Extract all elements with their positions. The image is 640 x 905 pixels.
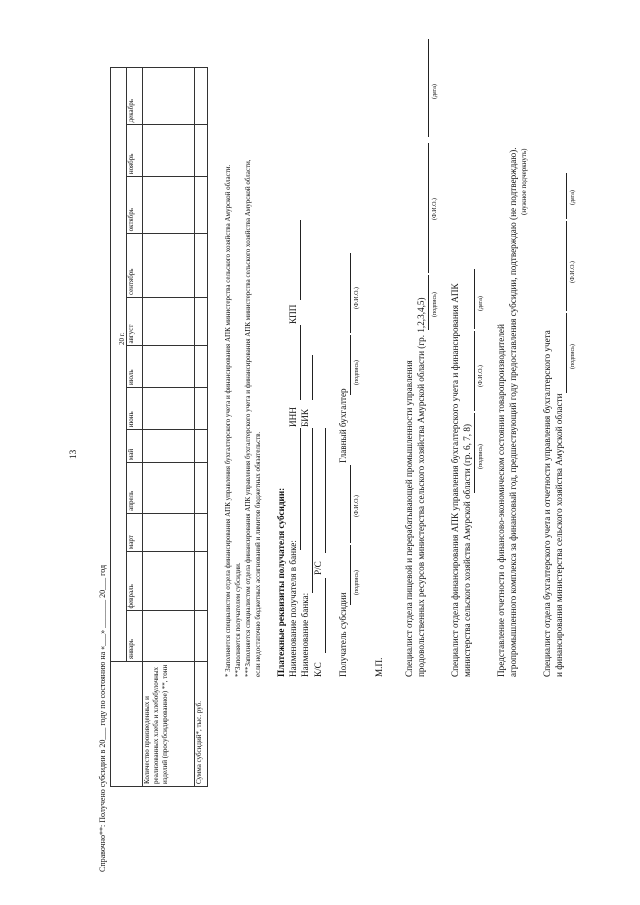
table-corner [111, 662, 143, 787]
specialist-2-date-line [474, 269, 475, 329]
month-nov: ноябрь [127, 125, 143, 177]
specialist-1-line-1: Специалист отдела пищевой и перерабатывающей промышленности управления [404, 360, 414, 677]
ks-line [325, 578, 326, 653]
recipient-fio-caption: (Ф.И.О.) [354, 495, 360, 517]
specialist-1-line-2: продовольственных ресурсов министерства сельского хозяйства Амурской области (гр. 1,2,3,4,5) [416, 297, 426, 677]
specialist-2-line-2: министерства сельского хозяйства Амурской области (гр. 6, 7, 8) [462, 423, 472, 677]
bank-name-label: Наименование банка: [300, 592, 310, 677]
month-may: май [127, 430, 143, 463]
representative-line-2: агропромышленного комплекса за финансовый год, предшествующий году предоставления субсидии, подтверждаю (не подтверждаю). [508, 147, 518, 677]
specialist-1-fio-line [428, 143, 429, 273]
rs-line [325, 428, 326, 553]
month-mar: март [127, 513, 143, 551]
representative-line-1: Представление отчетности о финансово-экономическом состоянии товаропроизводителей [496, 324, 506, 677]
recipient-label: Получатель субсидии [338, 592, 348, 677]
subsidy-table [110, 67, 208, 787]
chief-accountant-label: Главный бухгалтер [338, 388, 348, 463]
specialist-3-sign-caption: (подпись) [570, 344, 576, 369]
mp-label: М.П. [374, 657, 384, 677]
month-apr: апрель [127, 463, 143, 514]
footnote-3-cont: если недостаточно бюджетных ассигнований и лимитов бюджетных обязательств. [254, 431, 262, 677]
representative-hint: (нужное подчеркнуть) [520, 148, 528, 215]
specialist-3-line-1: Специалист отдела бухгалтерского учета и отчетности управления бухгалтерского учета [542, 330, 552, 677]
specialist-2-sign-line [474, 413, 475, 493]
specialist-1-date-line [428, 39, 429, 137]
specialist-1-date-caption: (дата) [432, 84, 438, 99]
specialist-3-date-line [566, 173, 567, 219]
rs-label: Р/С [313, 561, 323, 575]
specialist-3-sign-line [566, 313, 567, 393]
specialist-3-date-caption: (дата) [570, 190, 576, 205]
specialist-3-line-2: и финансирования министерства сельского хозяйства Амурской области [554, 393, 564, 677]
chief-fio-line [350, 253, 351, 333]
recipient-sign-line [350, 545, 351, 605]
specialist-3-fio-line [566, 221, 567, 311]
specialist-3-fio-caption: (Ф.И.О.) [570, 261, 576, 283]
recipient-name-line [300, 428, 301, 550]
bik-label: БИК [300, 408, 310, 427]
bik-line [312, 355, 313, 400]
recipient-fio-line [350, 465, 351, 543]
specialist-1-fio-caption: (Ф.И.О.) [432, 198, 438, 220]
specialist-2-fio-caption: (Ф.И.О.) [478, 365, 484, 387]
month-aug: август [127, 298, 143, 346]
specialist-2-line-1: Специалист отдела финансирования АПК управления бухгалтерского учета и финансирования АПК [450, 283, 460, 677]
footnote-3: ***Заполняется специалистом отдела финансирования АПК управления бухгалтерского учета и финансирования АПК министерства сельского хозяйства Амурской области, [244, 159, 252, 677]
year-label: 20 г. [118, 332, 126, 345]
month-jun: июнь [127, 387, 143, 429]
specialist-1-sign-line [428, 275, 429, 330]
specialist-2-fio-line [474, 331, 475, 411]
payment-details-heading: Платежные реквизиты получателя субсидии: [276, 487, 286, 677]
table-year-header [111, 68, 127, 662]
month-oct: октябрь [127, 177, 143, 234]
specialist-2-date-caption: (дата) [478, 296, 484, 311]
kpp-line [300, 220, 301, 300]
kpp-label: КПП [288, 304, 298, 324]
header-line: Справочно**: Получено субсидии в 20___ году по состоянию на «___» _______ 20___ год [98, 564, 107, 872]
inn-line [300, 325, 301, 400]
specialist-1-sign-caption: (подпись) [432, 292, 438, 317]
footnote-1: * Заполняется специалистом отдела финансирования АПК управления бухгалтерского учета и финансирования АПК министерства сельского хозяйства Амурской области. [224, 164, 232, 677]
month-jul: июль [127, 346, 143, 387]
ks-label: К/С [313, 662, 323, 677]
recipient-sign-caption: (подпись) [354, 570, 360, 595]
month-sep: сентябрь [127, 234, 143, 298]
footnote-2: **Заполняется получателем субсидии. [234, 562, 242, 677]
recipient-name-label: Наименование получателя в банке: [288, 540, 298, 677]
chief-sign-line [350, 335, 351, 395]
month-feb: февраль [127, 552, 143, 611]
month-dec: декабрь [127, 68, 143, 125]
specialist-2-sign-caption: (подпись) [478, 444, 484, 469]
month-jan: январь [127, 611, 143, 662]
chief-fio-caption: (Ф.И.О.) [354, 287, 360, 309]
inn-label: ИНН [288, 407, 298, 427]
page-number: 13 [68, 449, 78, 459]
chief-sign-caption: (подпись) [354, 360, 360, 385]
row-label-quantity: Количество произведенных и реализованных хлеба и хлебобулочных изделий (просубсидированное) **, тонн [143, 662, 195, 787]
row-label-sum: Сумма субсидий*, тыс. руб. [195, 662, 208, 787]
